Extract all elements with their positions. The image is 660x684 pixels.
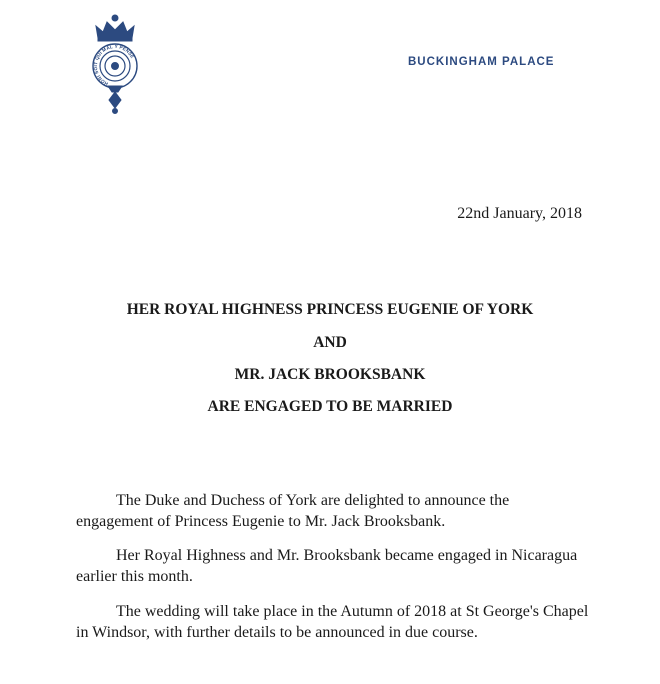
body-paragraph — [76, 490, 509, 532]
heading-line: AND — [313, 334, 347, 351]
heading-line: ARE ENGAGED TO BE MARRIED — [207, 398, 453, 415]
letterhead-sender: BUCKINGHAM PALACE — [408, 56, 555, 68]
body-paragraph — [76, 601, 588, 643]
royal-crest-logo — [90, 10, 140, 114]
paragraph-line: The Duke and Duchess of York are delighted to announce the — [116, 492, 510, 509]
heading-line: HER ROYAL HIGHNESS PRINCESS EUGENIE OF YORK — [126, 301, 534, 318]
heading-line: MR. JACK BROOKSBANK — [234, 366, 426, 383]
letter-date: 22nd January, 2018 — [457, 205, 582, 222]
paragraph-line: engagement of Princess Eugenie to Mr. Jack Brooksbank. — [76, 513, 446, 530]
body-paragraph — [76, 545, 577, 587]
paragraph-line: Her Royal Highness and Mr. Brooksbank became engaged in Nicaragua — [116, 547, 578, 564]
paragraph-line: The wedding will take place in the Autumn of 2018 at St George's Chapel — [116, 603, 589, 620]
paragraph-line: in Windsor, with further details to be announced in due course. — [76, 624, 478, 641]
paragraph-line: earlier this month. — [76, 568, 193, 585]
crest-motto-text: HONI SOIT QUI MAL Y PENSE — [92, 43, 136, 87]
